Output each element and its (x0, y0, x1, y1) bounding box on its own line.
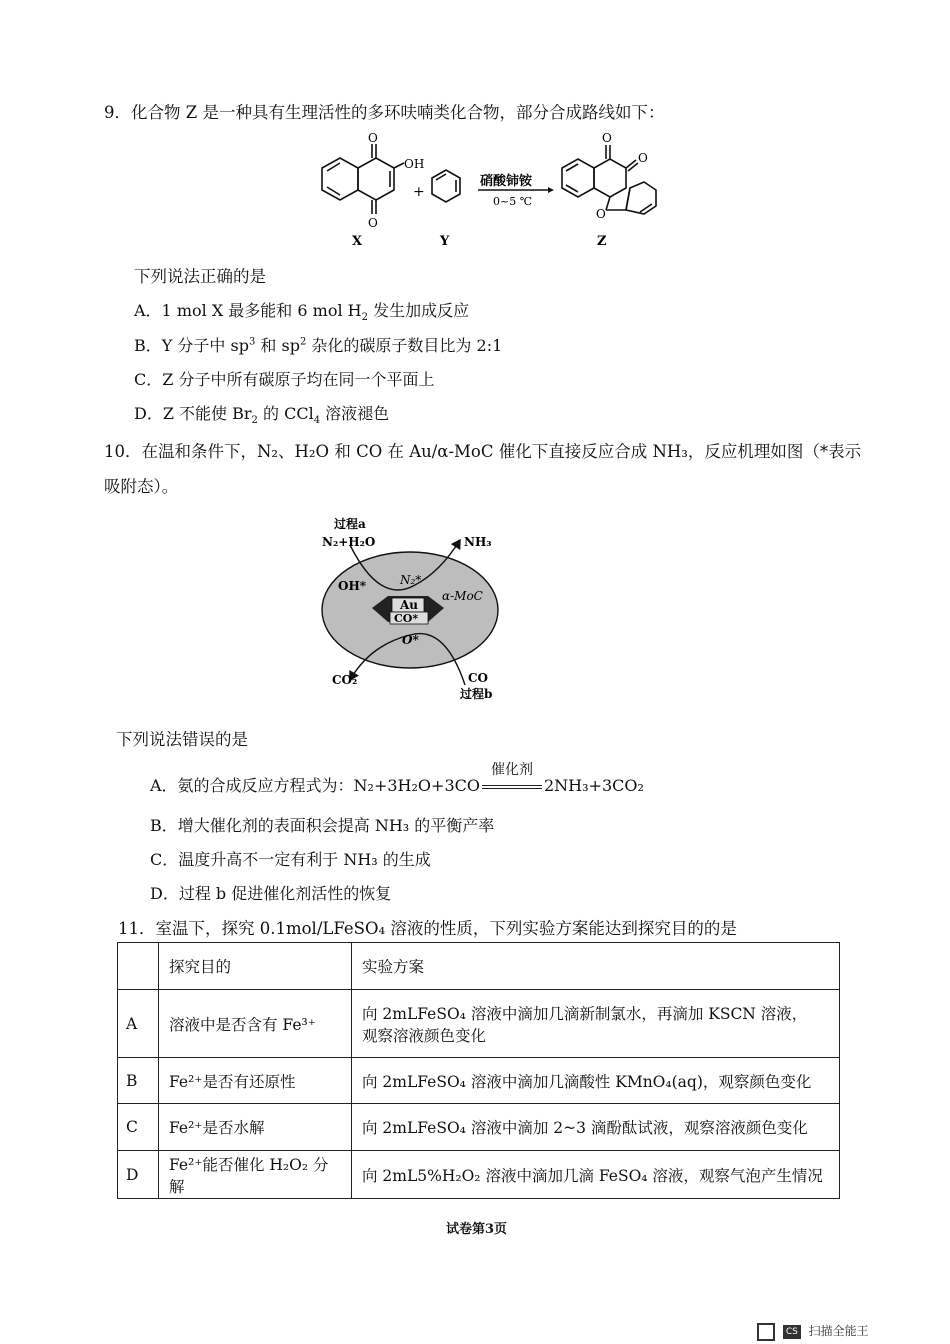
x-hydroxyl: OH (404, 157, 425, 171)
scanner-watermark (757, 1322, 869, 1341)
q10-option-b: B．增大催化剂的表面积会提高 NH₃ 的平衡产率 (150, 816, 495, 835)
row-key: A (118, 990, 159, 1058)
z-oxygen-top: O (602, 131, 612, 145)
q9-option-a: A．1 mol X 最多能和 6 mol $H_2$ 发生加成反应 (134, 301, 470, 324)
catalyst-condition: 催化剂 (480, 776, 544, 795)
label-process-a: 过程a (334, 517, 366, 531)
row-key: B (118, 1058, 159, 1104)
row-goal: Fe²⁺是否有还原性 (159, 1058, 352, 1104)
label-y: Y (440, 234, 450, 249)
q9-option-c: C．Z 分子中所有碳原子均在同一个平面上 (134, 370, 435, 389)
row-plan: 向 2mLFeSO₄ 溶液中滴加几滴新制氯水，再滴加 KSCN 溶液， 观察溶液颜色变化 (352, 990, 840, 1058)
table-row (118, 1151, 840, 1199)
label-moc: α-MoC (442, 589, 483, 603)
q10-prompt: 下列说法错误的是 (116, 730, 248, 749)
table-row (118, 1104, 840, 1151)
header-goal: 探究目的 (159, 943, 352, 990)
label-z: Z (597, 234, 607, 249)
q9-option-b: B．Y 分子中 $sp^3$ 和 $sp^2$ 杂化的碳原子数目比为 2:1 (134, 336, 503, 355)
header-key (118, 943, 159, 990)
q9-stem: 9．化合物 Z 是一种具有生理活性的多环呋喃类化合物，部分合成路线如下： (104, 103, 665, 122)
row-plan: 向 2mL5%H₂O₂ 溶液中滴加几滴 FeSO₄ 溶液，观察气泡产生情况 (352, 1151, 840, 1199)
label-n2-h2o: N₂+H₂O (322, 535, 376, 549)
q11-stem: 11．室温下，探究 0.1mol/LFeSO₄ 溶液的性质，下列实验方案能达到探究目的的是 (118, 919, 737, 938)
label-co2: CO₂ (332, 673, 358, 687)
label-x: X (352, 234, 363, 249)
q10-stem-line2: 吸附态）。 (104, 477, 179, 496)
table-header-row (118, 943, 840, 990)
table-row (118, 1058, 840, 1104)
label-co-star: CO* (394, 612, 419, 625)
q10-option-d: D．过程 b 促进催化剂活性的恢复 (150, 884, 392, 903)
label-nh3: NH₃ (464, 535, 492, 549)
page-footer: 试卷第3页 (446, 1222, 508, 1237)
label-o-star: O* (402, 633, 419, 647)
qr-icon (757, 1323, 775, 1341)
label-au: Au (400, 598, 419, 612)
label-process-b: 过程b (460, 687, 493, 701)
label-oh-star: OH* (338, 579, 367, 593)
q9-option-d: D．Z 不能使 $Br_2$ 的 CCl$_4$ 溶液褪色 (134, 404, 390, 427)
row-goal: Fe²⁺是否水解 (159, 1104, 352, 1151)
row-plan: 向 2mLFeSO₄ 溶液中滴加几滴酸性 KMnO₄(aq)，观察颜色变化 (352, 1058, 840, 1104)
q9-reaction-scheme (300, 130, 690, 255)
compound-x-structure (322, 144, 404, 214)
q10-option-a: A．氨的合成反应方程式为：N₂+3H₂O+3CO 催化剂 2NH₃+3CO₂ (150, 762, 644, 795)
row-plan: 向 2mLFeSO₄ 溶液中滴加 2~3 滴酚酞试液，观察溶液颜色变化 (352, 1104, 840, 1151)
cs-logo-icon: CS (783, 1325, 801, 1339)
q10-stem-line1: 10．在温和条件下，N₂、H₂O 和 CO 在 Au/α-MoC 催化下直接反应合成 NH₃，反应机理如图（*表示 (104, 442, 862, 461)
row-goal: 溶液中是否含有 Fe³⁺ (159, 990, 352, 1058)
label-co: CO (468, 671, 489, 685)
watermark-text: 扫描全能王 (808, 1324, 869, 1338)
q10-mechanism-diagram (310, 510, 510, 705)
row-key: C (118, 1104, 159, 1151)
table-row (118, 990, 840, 1058)
z-oxygen-right: O (638, 151, 648, 165)
reagent-bottom: 0~5 ℃ (493, 195, 533, 208)
plus-sign: + (413, 184, 425, 200)
q10-option-c: C．温度升高不一定有利于 NH₃ 的生成 (150, 850, 431, 869)
reagent-top: 硝酸铈铵 (480, 174, 533, 189)
x-oxygen-top: O (368, 131, 378, 145)
row-key: D (118, 1151, 159, 1199)
x-oxygen-bottom: O (368, 216, 378, 230)
compound-y-structure (432, 170, 460, 202)
label-n2-star: N₂* (400, 573, 422, 587)
header-plan: 实验方案 (352, 943, 840, 990)
row-goal: Fe²⁺能否催化 H₂O₂ 分解 (159, 1151, 352, 1199)
q9-prompt: 下列说法正确的是 (134, 267, 266, 286)
z-oxygen-ring: O (596, 207, 606, 221)
experiment-table (117, 942, 840, 1199)
